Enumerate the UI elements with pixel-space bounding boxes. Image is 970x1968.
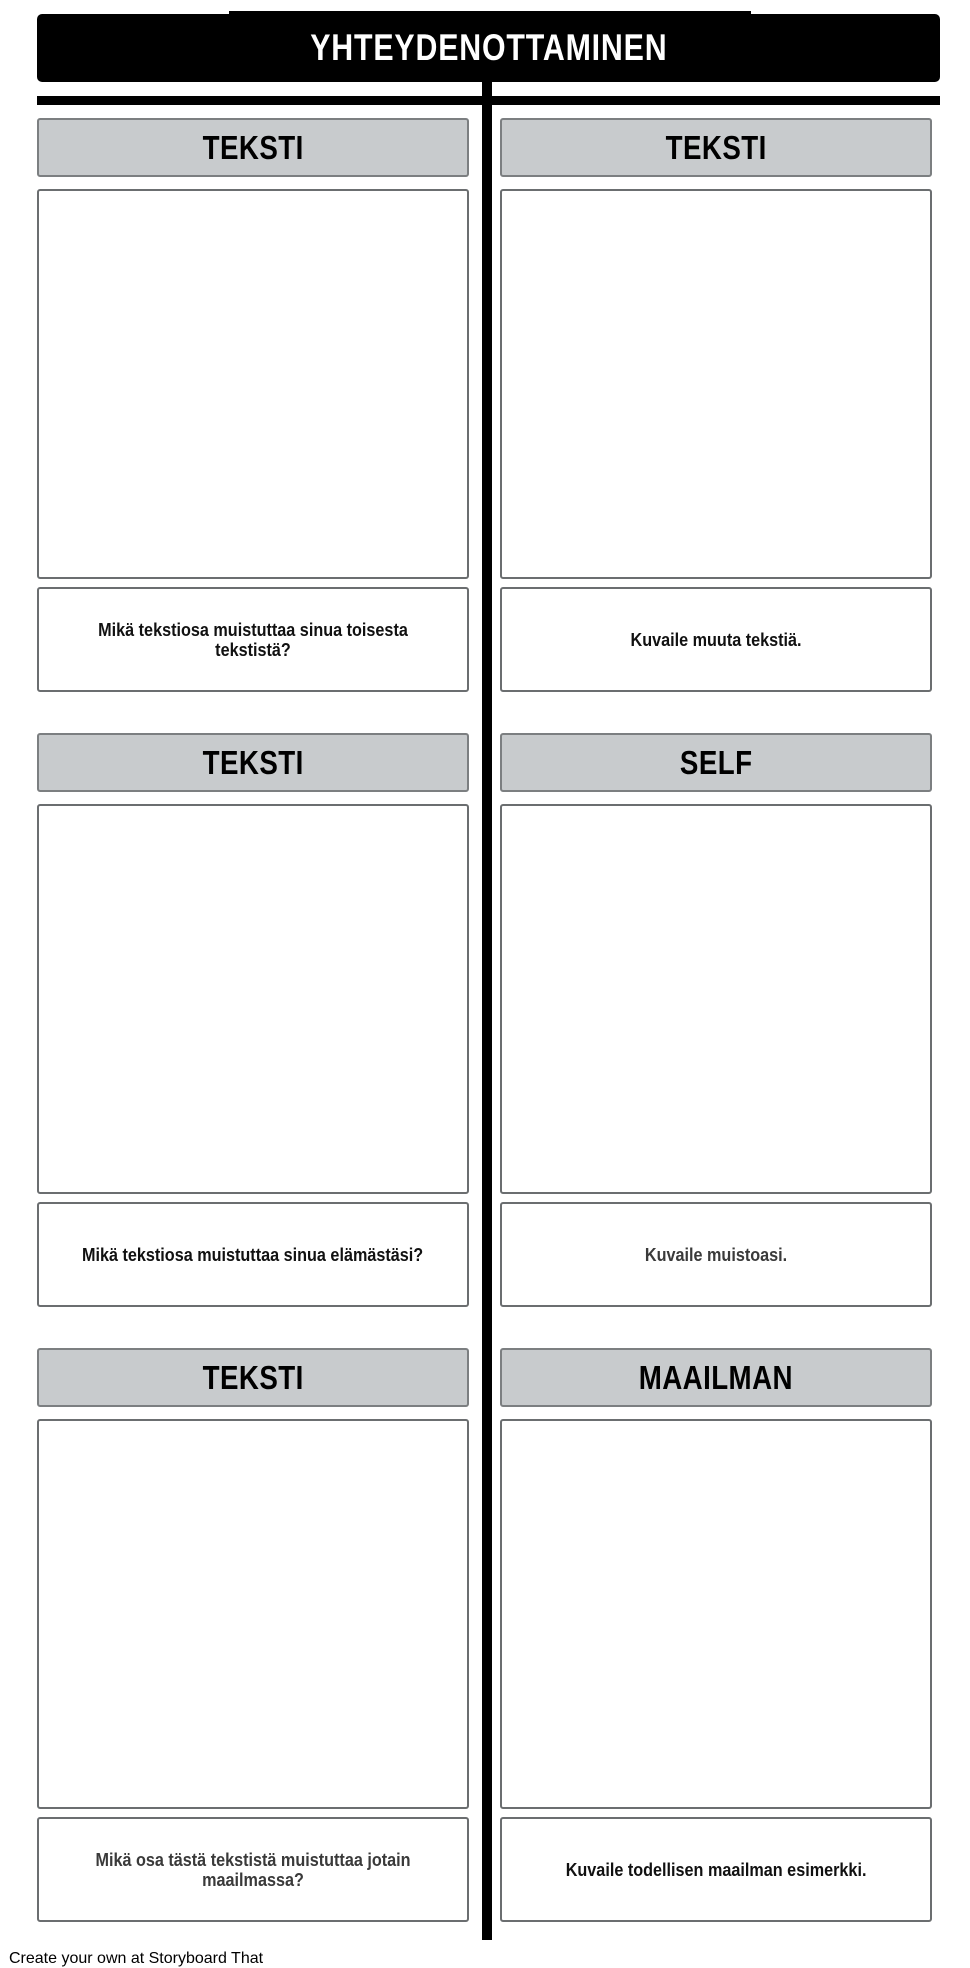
- row2-left-header-label: TEKSTI: [202, 743, 304, 781]
- row3-left-header-label: TEKSTI: [202, 1358, 304, 1396]
- row2-left-prompt-text: Mikä tekstiosa muistuttaa sinua elämästäsi?: [82, 1244, 424, 1265]
- row2-left-prompt-box[interactable]: [37, 1202, 469, 1307]
- row2-right-image-cell[interactable]: [500, 804, 932, 1194]
- row3-left-image-cell[interactable]: [37, 1419, 469, 1809]
- row1-right-image-cell[interactable]: [500, 189, 932, 579]
- row3-right-image-cell[interactable]: [500, 1419, 932, 1809]
- row2-left-image-cell[interactable]: [37, 804, 469, 1194]
- vertical-divider: [482, 82, 492, 1940]
- row3-left-header: [37, 1348, 469, 1407]
- row2-right-prompt-box[interactable]: [500, 1202, 932, 1307]
- row2-right-header-label: SELF: [679, 743, 753, 781]
- row3-left-prompt-box[interactable]: [37, 1817, 469, 1922]
- row3-right-header-label: MAAILMAN: [638, 1358, 794, 1396]
- row1-left-prompt-text: Mikä tekstiosa muistuttaa sinua toisesta tekstistä?: [98, 619, 408, 660]
- page-title: YHTEYDENOTTAMINEN: [309, 27, 668, 68]
- row1-left-header-label: TEKSTI: [202, 128, 304, 166]
- row1-left-prompt-box[interactable]: [37, 587, 469, 692]
- row3-right-header: [500, 1348, 932, 1407]
- row1-left-image-cell[interactable]: [37, 189, 469, 579]
- page-title-bar: [37, 14, 940, 82]
- footer-credit: Create your own at Storyboard That: [9, 1950, 264, 1967]
- row3-right-prompt-text: Kuvaile todellisen maailman esimerkki.: [565, 1859, 867, 1880]
- row3-right-prompt-box[interactable]: [500, 1817, 932, 1922]
- row3-left-prompt-text: Mikä osa tästä tekstistä muistuttaa jotain maailmassa?: [95, 1849, 411, 1890]
- row1-right-header-label: TEKSTI: [665, 128, 767, 166]
- row2-left-header: [37, 733, 469, 792]
- row1-right-prompt-text: Kuvaile muuta tekstiä.: [630, 629, 802, 650]
- row1-right-prompt-box[interactable]: [500, 587, 932, 692]
- row1-left-header: [37, 118, 469, 177]
- row2-right-prompt-text: Kuvaile muistoasi.: [644, 1244, 788, 1265]
- row1-right-header: [500, 118, 932, 177]
- row2-right-header: [500, 733, 932, 792]
